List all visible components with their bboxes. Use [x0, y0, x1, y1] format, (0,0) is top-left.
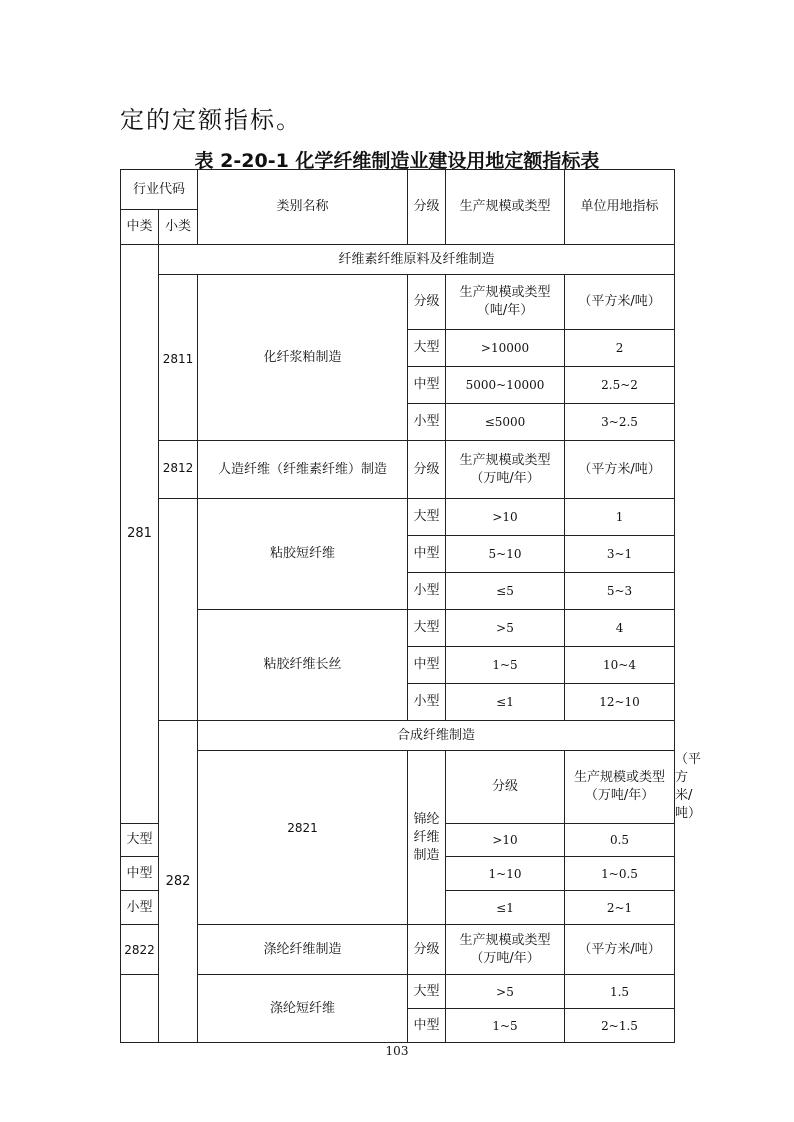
header-grade: 分级 [408, 170, 446, 245]
name-2812: 人造纤维（纤维素纤维）制造 [198, 441, 408, 499]
grade-medium: 中型 [408, 1009, 446, 1043]
name-2821: 锦纶纤维制造 [408, 751, 446, 925]
scale-unit-ton: 生产规模或类型 （吨/年） [446, 275, 565, 330]
name-2822: 涤纶纤维制造 [198, 925, 408, 975]
header-land-index: 单位用地指标 [565, 170, 675, 245]
grade-medium: 中型 [121, 857, 159, 891]
grade-large: 大型 [408, 610, 446, 647]
grade-medium: 中型 [408, 536, 446, 573]
scale-value: 5~10 [446, 536, 565, 573]
scale-unit-wan-ton: 生产规模或类型 （万吨/年） [446, 441, 565, 499]
section-282-title: 合成纤维制造 [198, 721, 675, 751]
scale-value: 5000~10000 [446, 367, 565, 404]
index-value: 5~3 [565, 573, 675, 610]
name-2811: 化纤浆粕制造 [198, 275, 408, 441]
index-value: 10~4 [565, 647, 675, 684]
code-2822: 2822 [121, 925, 159, 975]
grade-small: 小型 [408, 404, 446, 441]
header-category-name: 类别名称 [198, 170, 408, 245]
grade-label: 分级 [408, 275, 446, 330]
grade-large: 大型 [408, 499, 446, 536]
code-2812: 2812 [159, 441, 198, 499]
grade-large: 大型 [121, 824, 159, 857]
header-industry-code: 行业代码 [121, 170, 198, 210]
index-value: 2~1 [565, 891, 675, 925]
index-value: 3~1 [565, 536, 675, 573]
index-value: 1~0.5 [565, 857, 675, 891]
scale-value: ≤1 [446, 684, 565, 721]
grade-label: 分级 [408, 925, 446, 975]
page-number: 103 [385, 1044, 409, 1058]
empty-subclass-cell [121, 975, 159, 1043]
index-value: 3~2.5 [565, 404, 675, 441]
grade-small: 小型 [121, 891, 159, 925]
scale-value: 1~5 [446, 647, 565, 684]
index-value: 2.5~2 [565, 367, 675, 404]
index-value: 1.5 [565, 975, 675, 1009]
index-value: 1 [565, 499, 675, 536]
scale-value: >5 [446, 610, 565, 647]
name-viscose-filament: 粘胶纤维长丝 [198, 610, 408, 721]
index-value: 4 [565, 610, 675, 647]
code-281: 281 [121, 245, 159, 824]
unit-label: （平方米/吨） [565, 925, 675, 975]
index-value: 12~10 [565, 684, 675, 721]
scale-unit-wan-ton: 生产规模或类型 （万吨/年） [446, 925, 565, 975]
index-value: 2 [565, 330, 675, 367]
scale-value: ≤1 [446, 891, 565, 925]
code-2821: 2821 [198, 751, 408, 925]
grade-large: 大型 [408, 975, 446, 1009]
header-middle-class: 中类 [121, 210, 159, 245]
scale-value: ≤5000 [446, 404, 565, 441]
code-282: 282 [159, 721, 198, 1043]
header-scale-type: 生产规模或类型 [446, 170, 565, 245]
name-viscose-staple: 粘胶短纤维 [198, 499, 408, 610]
unit-label: （平方米/吨） [565, 441, 675, 499]
grade-label: 分级 [408, 441, 446, 499]
section-281-title: 纤维素纤维原料及纤维制造 [159, 245, 675, 275]
scale-value: ≤5 [446, 573, 565, 610]
scale-value: >5 [446, 975, 565, 1009]
empty-subclass-cell [159, 499, 198, 721]
code-2811: 2811 [159, 275, 198, 441]
scale-value: >10000 [446, 330, 565, 367]
table-title: 表 2-20-1 化学纤维制造业建设用地定额指标表 [194, 150, 600, 172]
grade-small: 小型 [408, 684, 446, 721]
grade-medium: 中型 [408, 647, 446, 684]
name-polyester-staple: 涤纶短纤维 [198, 975, 408, 1043]
scale-value: 1~10 [446, 857, 565, 891]
scale-unit-wan-ton: 生产规模或类型 （万吨/年） [565, 751, 675, 824]
unit-label: （平方米/吨） [565, 275, 675, 330]
grade-small: 小型 [408, 573, 446, 610]
intro-text: 定的定额指标。 [120, 106, 302, 134]
index-value: 2~1.5 [565, 1009, 675, 1043]
land-quota-table: 行业代码 类别名称 分级 生产规模或类型 单位用地指标 中类 小类 281 纤维素纤维原料及纤维制造 2811 化纤浆粕制造 分级 生产规模或类型 （吨/年） （平方米/吨） 大型 >10000 2 中型 5000~10000 2.5~2 小型 ≤5000 3~2.5 2812 人造纤维（纤维素纤维）制造 分级 生产规模或类型 （万吨/年） （平方米/吨） 粘胶短纤维 大型 >10 1 中型 5~10 3~1 小型 ≤5 5~3 粘胶纤维长丝 大型 >5 4 中型 1~5 10~4 小型 ≤1 12~10 282 合成纤维制造 2821 锦纶纤维制造 分级 生产规模或类型 （万吨/年） （平方米/吨） 大型 >10 0.5 中型 1~10 1~0.5 小型 ≤1 2~1 2822 涤纶纤维制造 分级 生产规模或类型 （万吨/年） （平方米/吨） 涤纶短纤维 大型 >5 1.5 中型 1~5 2~1.5 [120, 169, 675, 1043]
header-sub-class: 小类 [159, 210, 198, 245]
scale-value: >10 [446, 824, 565, 857]
scale-value: 1~5 [446, 1009, 565, 1043]
grade-label: 分级 [446, 751, 565, 824]
scale-value: >10 [446, 499, 565, 536]
grade-medium: 中型 [408, 367, 446, 404]
grade-large: 大型 [408, 330, 446, 367]
index-value: 0.5 [565, 824, 675, 857]
